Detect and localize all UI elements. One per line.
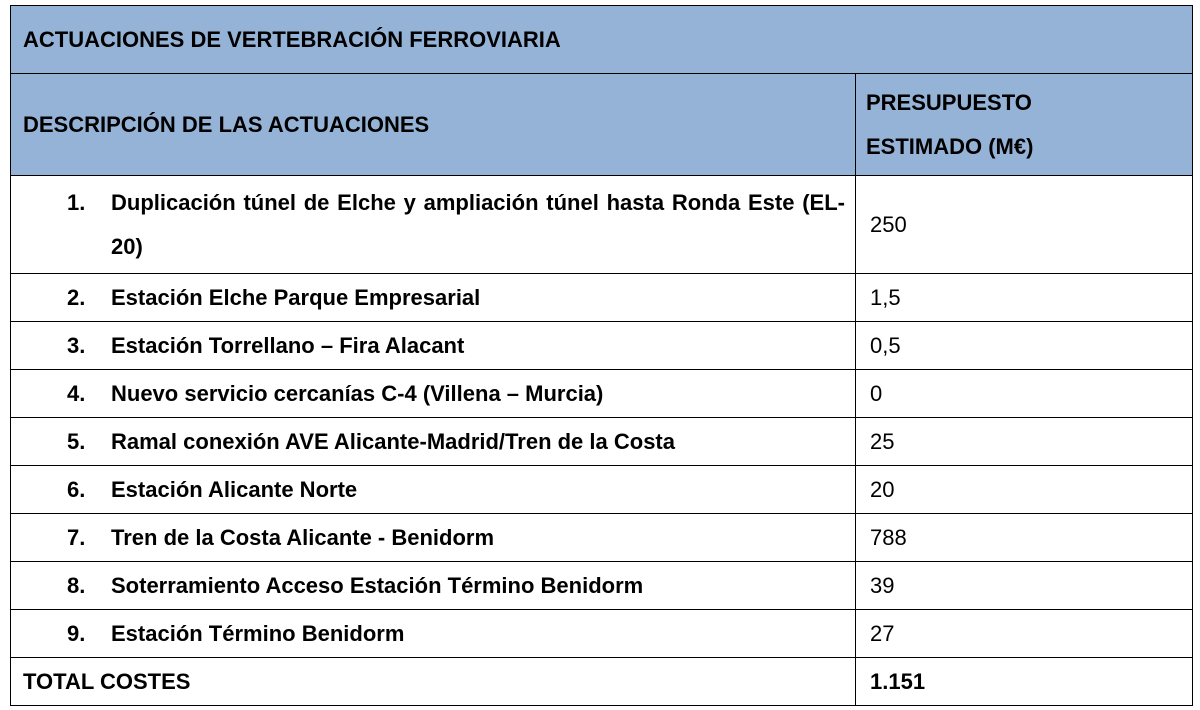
total-value: 1.151	[856, 658, 1193, 706]
row-number: 7.	[67, 524, 86, 550]
row-description: Soterramiento Acceso Estación Término Benidorm	[111, 572, 644, 598]
row-number: 3.	[67, 332, 86, 358]
row-description-cell	[11, 610, 856, 658]
row-budget: 25	[856, 418, 1193, 466]
row-description: Nuevo servicio cercanías C-4 (Villena – Murcia)	[111, 380, 604, 406]
row-description: Estación Término Benidorm	[111, 620, 405, 646]
table-row	[11, 176, 1193, 274]
row-description-cell	[11, 466, 856, 514]
header-description: DESCRIPCIÓN DE LAS ACTUACIONES	[11, 74, 856, 176]
table-row	[11, 322, 1193, 370]
table-header-row	[11, 74, 1193, 176]
row-budget: 250	[856, 176, 1193, 274]
row-description: Estación Alicante Norte	[111, 476, 358, 502]
row-budget: 1,5	[856, 274, 1193, 322]
table-title: ACTUACIONES DE VERTEBRACIÓN FERROVIARIA	[11, 6, 1193, 74]
table-row	[11, 466, 1193, 514]
row-description-cell	[11, 370, 856, 418]
table-row	[11, 418, 1193, 466]
table-row	[11, 274, 1193, 322]
row-description: Ramal conexión AVE Alicante-Madrid/Tren de la Costa	[111, 428, 675, 454]
row-number: 4.	[67, 380, 86, 406]
row-number: 1.	[67, 189, 86, 215]
row-budget: 0	[856, 370, 1193, 418]
table-title-row	[11, 6, 1193, 74]
row-description-cell	[11, 418, 856, 466]
row-budget: 0,5	[856, 322, 1193, 370]
row-description: Tren de la Costa Alicante - Benidorm	[111, 524, 495, 550]
row-budget: 20	[856, 466, 1193, 514]
total-row	[11, 658, 1193, 706]
row-number: 2.	[67, 284, 86, 310]
row-description-cell	[11, 176, 856, 274]
header-budget	[856, 74, 1193, 176]
table-row	[11, 610, 1193, 658]
header-budget-line2: ESTIMADO (M€)	[866, 133, 1034, 159]
row-description-cell	[11, 322, 856, 370]
table-row	[11, 370, 1193, 418]
row-description-cell	[11, 274, 856, 322]
row-description-cell	[11, 514, 856, 562]
budget-table	[10, 5, 1193, 706]
row-description: Duplicación túnel de Elche y ampliación túnel hasta Ronda Este (EL-20)	[111, 189, 845, 259]
header-budget-line1: PRESUPUESTO	[866, 89, 1032, 115]
row-budget: 27	[856, 610, 1193, 658]
row-number: 5.	[67, 428, 86, 454]
row-description-cell	[11, 562, 856, 610]
row-number: 6.	[67, 476, 86, 502]
row-number: 9.	[67, 620, 86, 646]
table-row	[11, 562, 1193, 610]
table-row	[11, 514, 1193, 562]
total-label: TOTAL COSTES	[11, 658, 856, 706]
row-budget: 39	[856, 562, 1193, 610]
row-description: Estación Torrellano – Fira Alacant	[111, 332, 465, 358]
row-description: Estación Elche Parque Empresarial	[111, 284, 481, 310]
row-budget: 788	[856, 514, 1193, 562]
row-number: 8.	[67, 572, 86, 598]
